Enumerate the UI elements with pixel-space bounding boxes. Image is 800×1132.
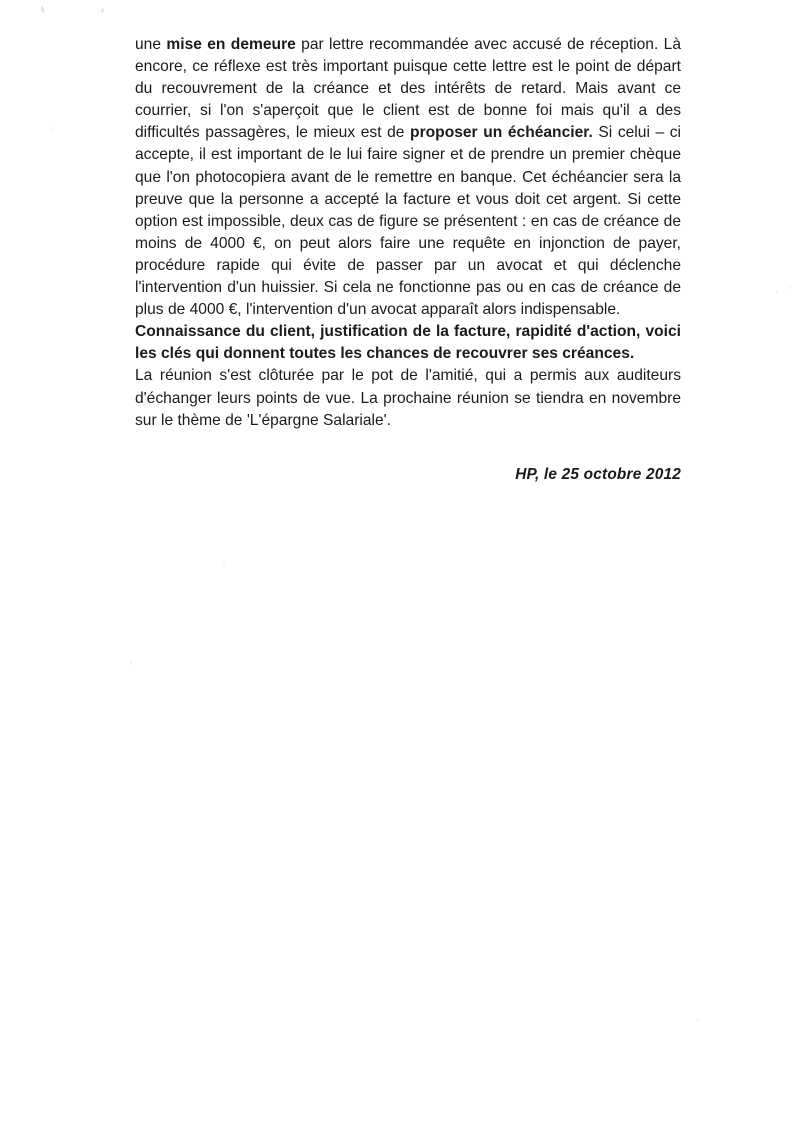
body-run: une <box>135 36 167 53</box>
scan-speckle <box>223 563 225 568</box>
emphasized-term: proposer un échéancier. <box>410 124 593 142</box>
scan-speckle <box>788 286 791 289</box>
scan-speckle <box>40 6 45 14</box>
body-run: Si celui – ci accepte, il est important de le lui faire signer et de prendre un premier chèque que l'on photocopiera avant de le remettre en banque. Cet échéancier sera la preuve que la personne a accepté la facture et vous doit cet argent. Si cette option est impossible, deux cas de figure se présentent : en cas de créance de moins de 4000 €, on peut alors faire une requête en injonction de payer, procédure rapide qui évite de passer par un avocat et qui déclenche l'intervention d'un huissier. Si cela ne fonctionne pas ou en cas de créance de plus de 4000 €, l'intervention d'un avocat apparaît alors indispensable. <box>135 124 682 319</box>
document-body <box>135 34 681 432</box>
scan-speckle <box>696 1019 699 1023</box>
scan-speckle <box>52 127 54 132</box>
signature-line: HP, le 25 octobre 2012 <box>515 466 681 483</box>
scan-speckle <box>101 8 104 13</box>
emphasized-term: mise en demeure <box>166 36 296 53</box>
paragraph-meeting-closing: La réunion s'est clôturée par le pot de l'amitié, qui a permis aux auditeurs d'échanger leurs points de vue. La prochaine réunion se tiendra en novembre sur le thème de 'L'épargne Salariale'. <box>135 367 681 429</box>
scan-speckle <box>130 660 132 666</box>
paragraph-recovery-procedure <box>135 34 681 321</box>
body-run: par lettre recommandée avec accusé de réception. Là encore, ce réflexe est très important puisque cette lettre est le point de départ du recouvrement de la créance et des intérêts de retard. Mais avant ce courrier, si l'on s'aperçoit que le client est de bonne foi mais qu'il a des difficultés passagères, le mieux est de <box>135 36 681 142</box>
paragraph-key-takeaway: Connaissance du client, justification de la facture, rapidité d'action, voici les clés qui donnent toutes les chances de recouvrer ses créances. <box>135 323 681 363</box>
scan-speckle <box>776 290 778 295</box>
